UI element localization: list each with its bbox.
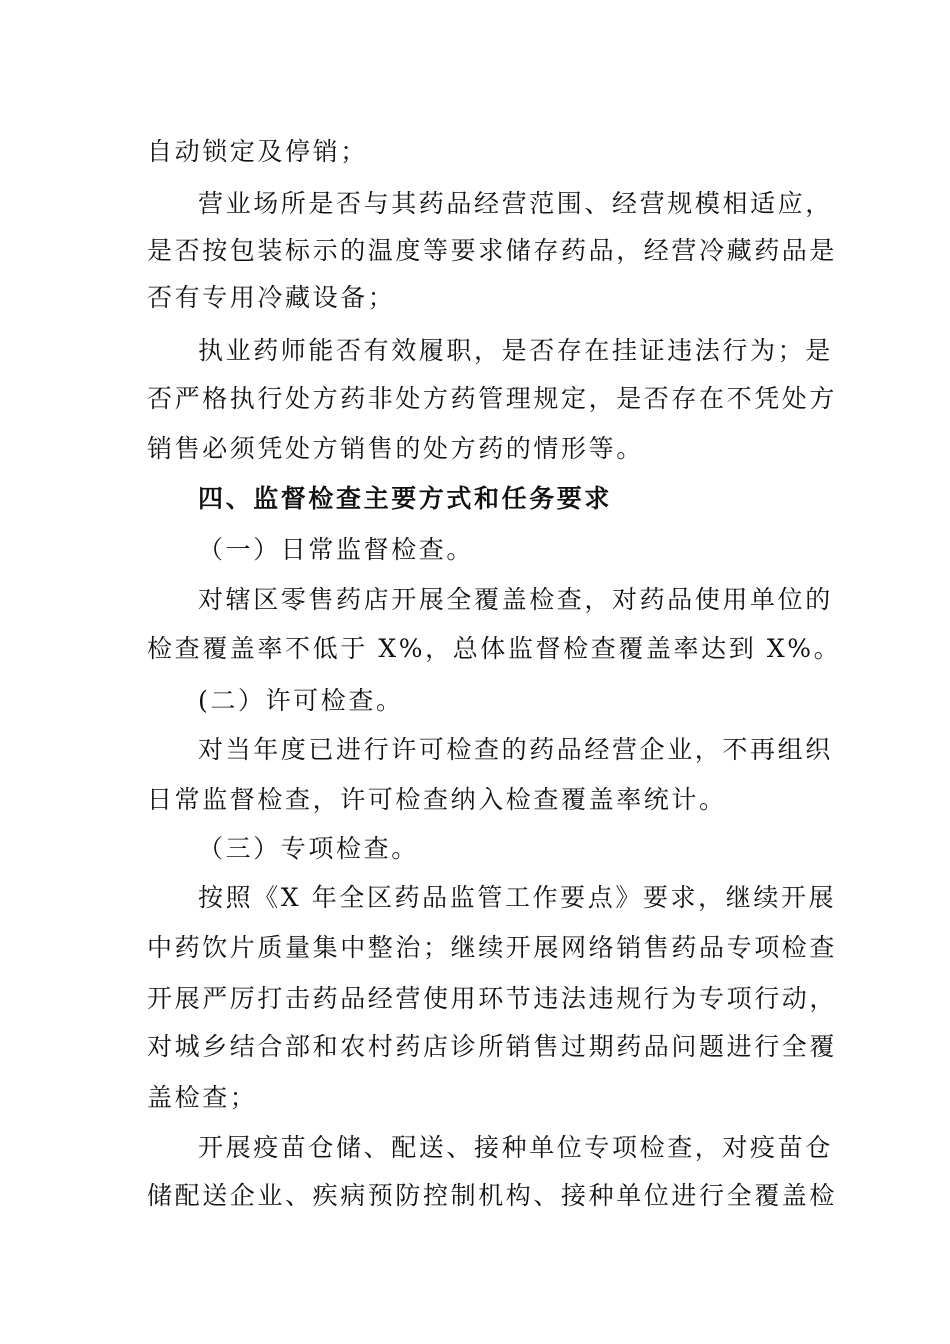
subsection-heading: （三）专项检查。 bbox=[198, 834, 419, 863]
text-line: 按照《X 年全区药品监管工作要点》要求，继续开展 bbox=[198, 883, 837, 912]
subsection-heading: (二）许可检查。 bbox=[198, 686, 404, 715]
subsection-heading: （一）日常监督检查。 bbox=[198, 535, 475, 564]
text-line: 对辖区零售药店开展全覆盖检查，对药品使用单位的 bbox=[198, 585, 833, 614]
text-line: 检查覆盖率不低于 X%，总体监督检查覆盖率达到 X%。 bbox=[147, 634, 842, 663]
text-line: 日常监督检查，许可检查纳入检查覆盖率统计。 bbox=[147, 785, 727, 814]
text-line: 执业药师能否有效履职，是否存在挂证违法行为；是 bbox=[198, 336, 833, 365]
text-line: 自动锁定及停销； bbox=[147, 137, 368, 166]
text-line: 开展疫苗仓储、配送、接种单位专项检查，对疫苗仓 bbox=[198, 1133, 833, 1162]
text-line: 销售必须凭处方销售的处方药的情形等。 bbox=[147, 434, 644, 463]
text-line: 对当年度已进行许可检查的药品经营企业，不再组织 bbox=[198, 735, 833, 764]
text-line: 是否按包装标示的温度等要求储存药品，经营冷藏药品是 bbox=[147, 236, 838, 265]
text-line: 否有专用冷藏设备； bbox=[147, 283, 396, 312]
text-line: 开展严厉打击药品经营使用环节违法违规行为专项行动， bbox=[147, 984, 838, 1013]
text-line: 储配送企业、疾病预防控制机构、接种单位进行全覆盖检 bbox=[147, 1181, 838, 1210]
section-heading: 四、监督检查主要方式和任务要求 bbox=[198, 484, 613, 513]
text-line: 否严格执行处方药非处方药管理规定，是否存在不凭处方 bbox=[147, 384, 838, 413]
text-line: 盖检查； bbox=[147, 1083, 258, 1112]
text-line: 中药饮片质量集中整治；继续开展网络销售药品专项检查 bbox=[147, 933, 838, 962]
text-line: 营业场所是否与其药品经营范围、经营规模相适应， bbox=[198, 189, 833, 218]
text-line: 对城乡结合部和农村药店诊所销售过期药品问题进行全覆 bbox=[147, 1032, 838, 1061]
